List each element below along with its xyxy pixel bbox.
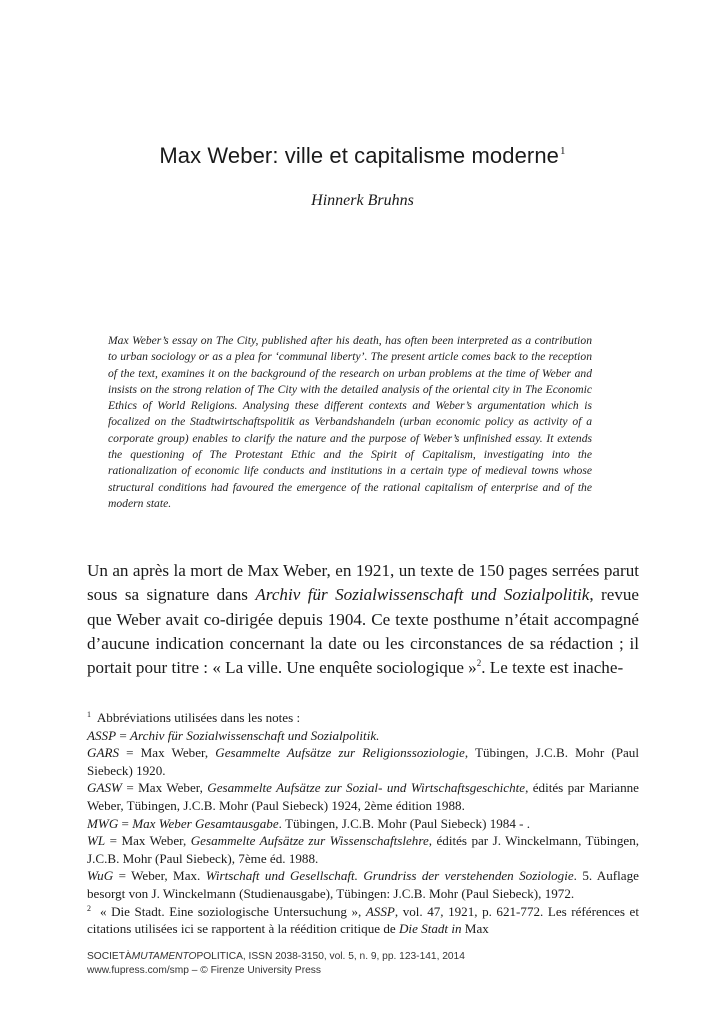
abbrev-wl-pre: Max Weber, <box>121 833 191 849</box>
abbrev-assp: ASSP = Archiv für Sozialwissenschaft und Sozialpolitik. <box>87 727 380 743</box>
abbrev-wl: WL = Max Weber, Gesammelte Aufsätze zur Wissenschaftslehre, édités par J. Winckelmann, Tübingen, J.C.B. Mohr (Paul Siebeck), 7ème éd. 1988. <box>87 833 640 866</box>
abbrev-mwg-key: MWG <box>87 815 119 831</box>
abbrev-wl-title: Gesammelte Aufsätze zur Wissenschaftslehre <box>190 833 429 849</box>
abbrev-wug: WuG = Weber, Max. Wirtschaft und Gesellschaft. Grundriss der verstehenden Soziologie. 5. Auflage besorgt von J. Winckelmann (Studienausgabe), Tübingen: J.C.B. Mohr (Paul Siebeck), 1972. <box>87 868 639 901</box>
footnote-2-mark: 2 <box>87 903 91 913</box>
abbrev-gars-pre: Max Weber, <box>140 745 216 761</box>
author-name: Hinnerk Bruhns <box>311 192 414 209</box>
title-footnote-ref[interactable]: 1 <box>560 145 566 157</box>
abbrev-wl-post: , édités par J. Winckelmann, Tübingen, J.C.B. Mohr (Paul Siebeck), 7ème éd. 1988. <box>87 833 640 866</box>
abbrev-wug-post: . 5. Auflage besorgt von J. Winckelmann (Studienausgabe), Tübingen: J.C.B. Mohr (Paul Siebeck), 1972. <box>87 868 639 901</box>
footnote-2-mid: , vol. 47, 1921, p. 621-772. Les références et citations utilisées ici se rapportent à la réédition critique de <box>87 903 639 937</box>
footer-publisher[interactable]: www.fupress.com/smp – © Firenze University Press <box>87 965 321 976</box>
body-text-3: . Le texte est inache- <box>481 658 624 678</box>
footnote-2-post: Max <box>461 921 489 937</box>
body-footnote-ref[interactable]: 2 <box>476 658 482 669</box>
footnote-2-title: Die Stadt in <box>398 921 462 937</box>
abbrev-gars-title: Gesammelte Aufsätze zur Religionssoziologie <box>215 745 465 761</box>
abbrev-gasw-title: Gesammelte Aufsätze zur Sozial- und Wirtschaftsgeschichte <box>207 780 526 796</box>
body-paragraph <box>87 559 639 680</box>
abbrev-gasw: GASW = Max Weber, Gesammelte Aufsätze zur Sozial- und Wirtschaftsgeschichte, édités par Marianne Weber, Tübingen, J.C.B. Mohr (Paul Siebeck) 1924, 2ème édition 1988. <box>87 780 639 813</box>
abbrev-wug-pre: Weber, Max. <box>131 868 206 884</box>
article-title-text: Max Weber: ville et capitalisme moderne <box>159 143 560 168</box>
page-footer <box>87 950 465 978</box>
body-text-2: , revue que Weber avait co-dirigée depuis 1904. Ce texte posthume n’était accompagné d’aucune indication concernant la date ou les circonstances de sa rédaction ; il portait pour titre : « La ville. Une enquête sociologique » <box>87 585 639 678</box>
abbrev-wug-title: Wirtschaft und Gesellschaft. Grundriss der verstehenden Soziologie <box>205 868 574 884</box>
abbrev-wug-key: WuG <box>87 868 114 884</box>
abbrev-mwg-title: Max Weber Gesamtausgabe <box>132 815 279 831</box>
abbrev-mwg-post: . Tübingen, J.C.B. Mohr (Paul Siebeck) 1984 - . <box>278 815 531 831</box>
abbrev-wl-key: WL <box>87 833 106 849</box>
article-title <box>0 143 725 169</box>
footnote-1 <box>87 709 639 727</box>
body-text-1: Un an après la mort de Max Weber, en 1921, un texte de 150 pages serrées parut sous sa signature dans <box>87 561 639 605</box>
abbrev-gasw-key: GASW <box>87 780 122 796</box>
abbrev-gars-post: , Tübingen, J.C.B. Mohr (Paul Siebeck) 1920. <box>87 745 639 778</box>
footnote-1-mark: 1 <box>87 710 91 719</box>
abbrev-gars: GARS = Max Weber, Gesammelte Aufsätze zur Religionssoziologie, Tübingen, J.C.B. Mohr (Paul Siebeck) 1920. <box>87 745 639 778</box>
footnote-2 <box>87 903 639 938</box>
footer-citation <box>87 950 465 964</box>
abbrev-gars-key: GARS <box>87 745 119 761</box>
abbrev-assp-key: ASSP <box>87 727 117 743</box>
journal-citation: , ISSN 2038-3150, vol. 5, n. 9, pp. 123-141, 2014 <box>242 951 465 962</box>
footnote-1-text: Abbréviations utilisées dans les notes : <box>96 710 301 725</box>
abbrev-gasw-pre: Max Weber, <box>138 780 208 796</box>
journal-name-b: MUTAMENTO <box>131 951 197 962</box>
abstract: Max Weber’s essay on The City, published after his death, has often been interpreted as a contribution to urban sociology or as a plea for ‘communal liberty’. The present article comes back to the reception of the text, examines it on the background of the research on urban problems at the time of Weber and insists on the strong relation of The City with the detailed analysis of the oriental city in The Economic Ethics of World Religions. Analysing these different contexts and Weber’s argumentation which is focalized on the Stadtwirtschaftspolitik as Verbandshandeln (urban economic policy as activity of a corporate group) enables to clarify the nature and the purpose of Weber’s unfinished essay. It extends the questioning of The Protestant Ethic and the Spirit of Capitalism, investigating into the rationalization of economic life conducts and institutions in a certain type of medieval towns whose structural conditions had favoured the emergence of the rational capitalism of enterprise and of the modern state. <box>108 334 592 510</box>
body-journal-title: Archiv für Sozialwissenschaft und Sozialpolitik <box>255 585 590 605</box>
footnotes <box>87 709 639 938</box>
abbrev-mwg: MWG = Max Weber Gesamtausgabe. Tübingen, J.C.B. Mohr (Paul Siebeck) 1984 - . <box>87 815 531 831</box>
footnote-2-pre: « Die Stadt. Eine soziologische Untersuchung », <box>100 903 366 919</box>
footnote-2-journal: ASSP <box>365 903 395 919</box>
journal-name-c: POLITICA <box>196 951 243 962</box>
abbrev-assp-title: Archiv für Sozialwissenschaft und Sozialpolitik. <box>130 727 380 743</box>
journal-name-a: SOCIETÀ <box>87 951 132 962</box>
abbrev-gasw-post: , édités par Marianne Weber, Tübingen, J.C.B. Mohr (Paul Siebeck) 1924, 2ème édition 1988. <box>87 780 639 813</box>
